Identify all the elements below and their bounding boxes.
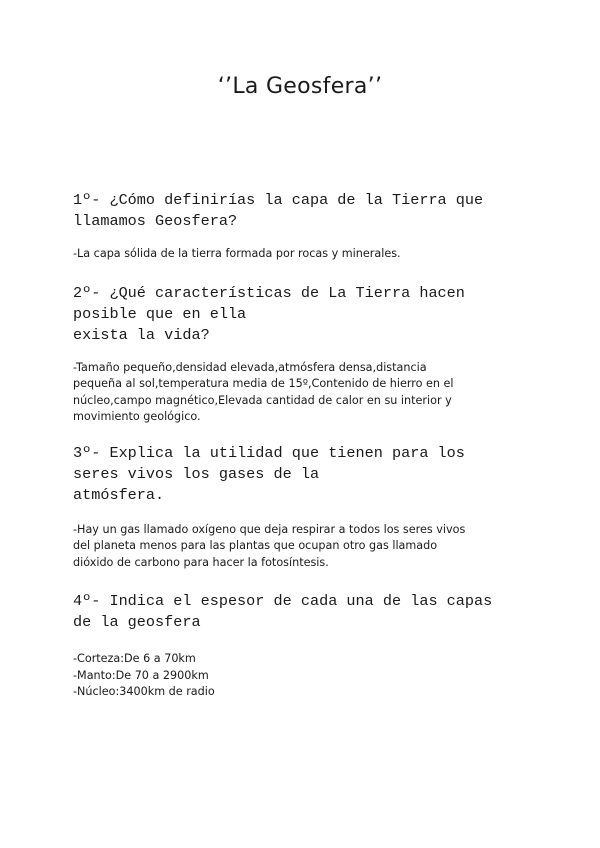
answer-1: -La capa sólida de la tierra formada por rocas y minerales. — [73, 247, 401, 260]
document-title: ‘’La Geosfera’’ — [217, 74, 383, 99]
question-3: 3º- Explica la utilidad que tienen para los seres vivos los gases de la atmósfera. — [73, 443, 465, 504]
question-2: 2º- ¿Qué características de La Tierra hacen posible que en ella exista la vida? — [73, 283, 465, 344]
question-4: 4º- Indica el espesor de cada una de las capas de la geosfera — [73, 592, 493, 631]
answer-2: -Tamaño pequeño,densidad elevada,atmósfera densa,distancia pequeña al sol,temperatura media de 15º,Contenido de hierro en el núcleo,campo magnético,Elevada cantidad de calor en su interior y movimiento geológico. — [73, 360, 454, 423]
document-body — [73, 190, 523, 701]
question-1: 1º- ¿Cómo definirías la capa de la Tierra que llamamos Geosfera? — [73, 191, 484, 230]
answer-4: -Corteza:De 6 a 70km -Manto:De 70 a 2900km -Núcleo:3400km de radio — [73, 652, 215, 698]
answer-3: -Hay un gas llamado oxígeno que deja respirar a todos los seres vivos del planeta menos para las plantas que ocupan otro gas llamado dióxido de carbono para hacer la fotosíntesis. — [73, 522, 466, 569]
